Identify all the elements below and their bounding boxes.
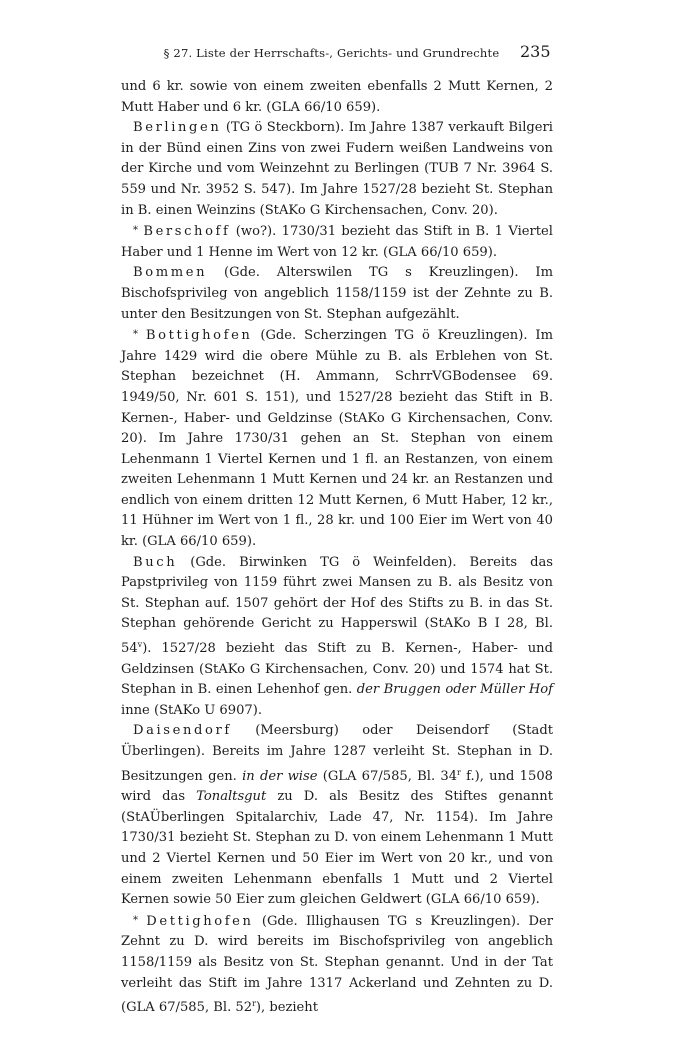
superscript: r <box>457 767 461 777</box>
entry-text: f.), und 1508 wird das <box>121 768 553 805</box>
place-name: Bommen <box>133 265 208 281</box>
entry-text: ). 1527/28 bezieht das Stift zu B. Kernen-, Haber- und Geldzinsen (StAKo G Kirchensachen, Conv. 20) und 1574 hat St. Stephan in B. einen Lehenhof gen. <box>121 641 553 698</box>
entry-berlingen <box>121 118 553 221</box>
entry-text: (wo?). 1730/31 bezieht das Stift in B. 1 Viertel Haber und 1 Henne im Wert von 12 kr. (GLA 66/10 659). <box>121 224 553 260</box>
place-name: Berlingen <box>133 120 222 136</box>
entry-text: zu D. als Besitz des Stiftes genannt (StAÜberlingen Spitalarchiv, Lade 47, Nr. 1154). Im Jahre 1730/31 bezieht St. Stephan zu D. von einem Lehenmann 1 Mutt und 2 Viertel Kernen und 50 Eier im Wert von 20 kr., und von einem zweiten Lehenmann ebenfalls 1 Mutt und 2 Viertel Kernen sowie 50 Eier zum gleichen Geldwert (GLA 66/10 659). <box>121 789 553 908</box>
place-name: Bottighofen <box>145 328 253 344</box>
asterisk-marker: * <box>133 329 138 341</box>
place-name: Dettighofen <box>146 913 254 929</box>
paragraph-continuation <box>121 77 553 118</box>
entry-text: (TG ö Steckborn). Im Jahre 1387 verkauft Bilgeri in der Bünd einen Zins von zwei Fudern weißen Landweins von der Kirche und vom Weinzehnt zu Berlingen (TUB 7 Nr. 3964 S. 559 und Nr. 3952 S. 547). Im Jahre 1527/28 bezieht St. Stephan in B. einen Weinzins (StAKo G Kirchensachen, Conv. 20). <box>121 120 553 218</box>
entry-text: (Meersburg) oder Deisendorf (Stadt Überlingen). Bereits im Jahre 1287 verleiht St. Stephan in D. Besitzungen gen. <box>121 723 553 784</box>
entry-text: ), bezieht <box>255 1000 318 1016</box>
entry-text: (Gde. Birwinken TG ö Weinfelden). Bereits das Papstprivileg von 1159 führt zwei Mansen zu B. als Besitz von St. Stephan auf. 1507 gehört der Hof des Stifts zu B. in das St. Stephan gehörende Gericht zu Happerswil (StAKo B I 28, Bl. 54 <box>121 554 553 657</box>
entry-bottighofen <box>121 325 553 553</box>
place-name: Daisendorf <box>133 723 232 739</box>
superscript: r <box>252 999 256 1009</box>
superscript: v <box>137 640 143 650</box>
entry-text: (GLA 67/585, Bl. 34 <box>317 768 458 784</box>
entry-berschoff <box>121 221 553 263</box>
asterisk-marker: * <box>133 914 138 926</box>
entry-text: (Gde. Scherzingen TG ö Kreuzlingen). Im Jahre 1429 wird die obere Mühle zu B. als Erblehen von St. Stephan bezeichnet (H. Ammann, SchrrVGBodensee 69. 1949/50, Nr. 601 S. 151), und 1527/28 bezieht das Stift in B. Kernen-, Haber- und Geldzinse (StAKo G Kirchensachen, Conv. 20). Im Jahre 1730/31 gehen an St. Stephan von einem Lehenmann 1 Viertel Kernen und 1 fl. an Restanzen, von einem zweiten Lehenmann 1 Mutt Kernen und 24 kr. an Restanzen und endlich von einem dritten 12 Mutt Kernen, 6 Mutt Haber, 12 kr., 11 Hühner im Wert von 1 fl., 28 kr. und 100 Eier im Wert von 40 kr. (GLA 66/10 659). <box>121 328 553 550</box>
entry-daisendorf <box>121 721 553 910</box>
entry-buch <box>121 553 553 722</box>
entry-text: inne (StAKo U 6907). <box>121 702 263 718</box>
entry-dettighofen <box>121 911 553 1019</box>
entry-text: (Gde. Alterswilen TG s Kreuzlingen). Im Bischofsprivileg von angeblich 1158/1159 ist der Zehnte zu B. unter den Besitzungen von St. Stephan aufgezählt. <box>121 265 553 322</box>
running-head: § 27. Liste der Herrschafts-, Gerichts- und Grundrechte <box>163 46 500 60</box>
place-name: Buch <box>133 554 178 570</box>
italic-name: in der wise <box>242 768 318 784</box>
entry-bommen <box>121 263 553 325</box>
italic-name: Tonaltsgut <box>196 789 267 805</box>
entry-text: (Gde. Illighausen TG s Kreuzlingen). Der Zehnt zu D. wird bereits im Bischofsprivileg von angeblich 1158/1159 als Besitz von St. Stephan genannt. Und in der Tat verleiht das Stift im Jahre 1317 Ackerland und Zehnten zu D. (GLA 67/585, Bl. 52 <box>121 913 553 1016</box>
asterisk-marker: * <box>133 225 138 237</box>
page-number: 235 <box>520 42 551 61</box>
place-name: Berschoff <box>143 224 231 240</box>
body-text <box>121 77 553 1019</box>
italic-name: der Bruggen oder Müller Hof <box>356 682 553 698</box>
paragraph-text: und 6 kr. sowie von einem zweiten ebenfalls 2 Mutt Kernen, 2 Mutt Haber und 6 kr. (GLA 66/10 659). <box>121 79 553 115</box>
